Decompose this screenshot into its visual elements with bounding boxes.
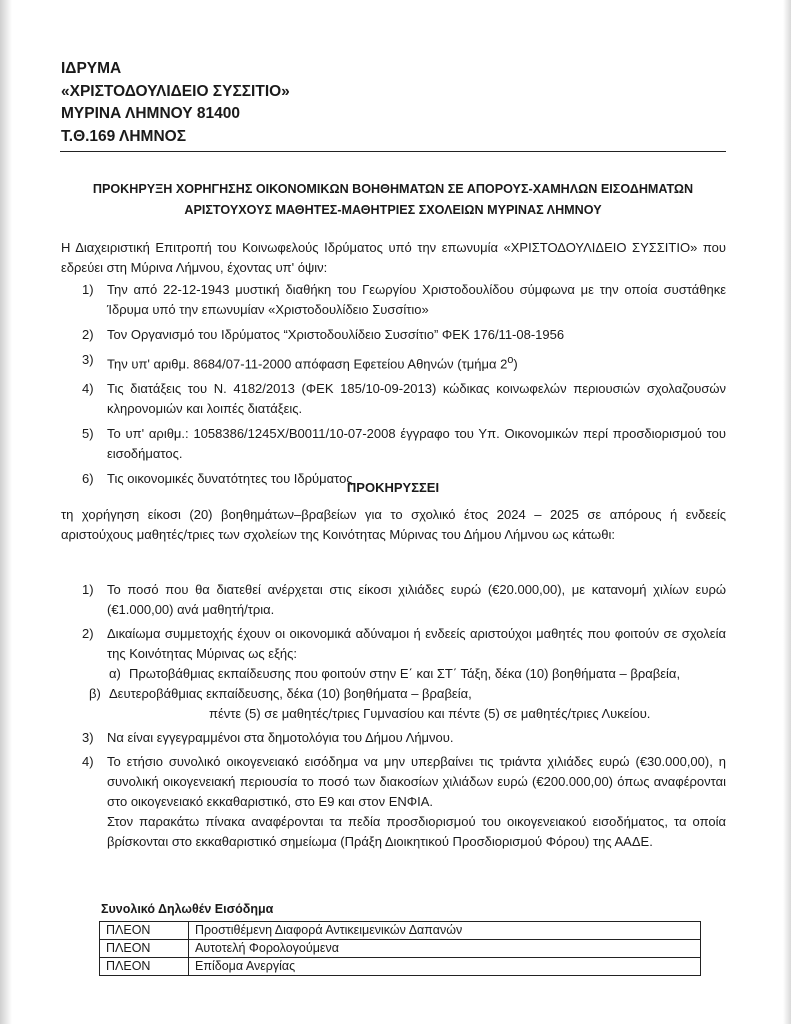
proclaims-heading: ΠΡΟΚΗΡΥΣΣΕΙ [346, 480, 440, 495]
org-city: ΜΥΡΙΝΑ ΛΗΜΝΟΥ 81400 [61, 105, 241, 122]
table-row [100, 958, 701, 976]
item-text: Τον Οργανισμό του Ιδρύματος “Χριστοδουλίδειο Συσσίτιο” ΦΕΚ 176/11-08-1956 [107, 327, 565, 342]
item-number: 2) [82, 327, 94, 342]
consideration-item [82, 325, 726, 345]
item-text: Το ποσό που θα διατεθεί ανέρχεται στις είκοσι χιλιάδες ευρώ (€20.000,00), με κατανομή χιλίων ευρώ (€1.000,00) ανά μαθητή/τρια. [107, 582, 726, 617]
table-cell-label: ΠΛΕΟΝ [100, 922, 189, 940]
scan-shadow-right [783, 0, 791, 1024]
item-number: 4) [82, 754, 94, 769]
header-divider [60, 151, 726, 152]
subitem-text: Δευτεροβάθμιας εκπαίδευσης, δέκα (10) βοηθήματα – βραβεία, [109, 686, 472, 701]
table-row [100, 940, 701, 958]
item-text-tail: ) [513, 356, 518, 372]
subitem-letter: α) [109, 666, 121, 681]
table-cell-value: Αυτοτελή Φορολογούμενα [189, 940, 701, 958]
item-text: Δικαίωμα συμμετοχής έχουν οι οικονομικά αδύναμοι ή ενδεείς αριστούχοι μαθητές που φοιτούν σε σχολεία της Κοινότητας Μύρινας ως εξής: [107, 626, 726, 661]
item-number: 1) [82, 282, 94, 297]
terms-list [82, 580, 726, 856]
table-cell-label: ΠΛΕΟΝ [100, 958, 189, 976]
income-table-title: Συνολικό Δηλωθέν Εισόδημα [101, 902, 274, 916]
considerations-list [82, 280, 726, 494]
term-item [82, 752, 726, 852]
term-item [82, 624, 726, 724]
item-number: 4) [82, 381, 94, 397]
item-text: Να είναι εγγεγραμμένοι στα δημοτολόγια του Δήμου Λήμνου. [107, 730, 454, 745]
item-note: Στον παρακάτω πίνακα αναφέρονται τα πεδία προσδιορισμού του οικογενειακού εισοδήματος, τα οποία βρίσκονται στο εκκαθαριστικό σημείωμα (Πράξη Διοικητικού Προσδιορισμού Φόρου) της ΑΑΔΕ. [107, 814, 726, 849]
table-cell-label: ΠΛΕΟΝ [100, 940, 189, 958]
subitem-secondary-detail: πέντε (5) σε μαθητές/τριες Γυμνασίου και πέντε (5) σε μαθητές/τριες Λυκείου. [209, 706, 651, 721]
consideration-item [82, 379, 726, 419]
item-text: Τις οικονομικές δυνατότητες του Ιδρύματος [107, 471, 353, 487]
subitem-letter: β) [89, 686, 101, 701]
org-name: «ΧΡΙΣΤΟΔΟΥΛΙΔΕΙΟ ΣΥΣΣΙΤΙΟ» [61, 82, 290, 100]
subitem-secondary [89, 684, 726, 704]
consideration-item [82, 280, 726, 320]
item-number: 3) [82, 352, 94, 367]
title-line-2: ΑΡΙΣΤΟΥΧΟΥΣ ΜΑΘΗΤΕΣ-ΜΑΘΗΤΡΙΕΣ ΣΧΟΛΕΙΩΝ ΜΥΡΙΝΑΣ ΛΗΜΝΟΥ [184, 203, 602, 217]
scan-shadow-left [0, 0, 12, 1024]
term-item [82, 728, 726, 748]
item-number: 5) [82, 426, 94, 442]
document-title [60, 179, 726, 221]
term-item [82, 580, 726, 620]
title-line-1: ΠΡΟΚΗΡΥΞΗ ΧΟΡΗΓΗΣΗΣ ΟΙΚΟΝΟΜΙΚΩΝ ΒΟΗΘΗΜΑΤΩΝ ΣΕ ΑΠΟΡΟΥΣ-ΧΑΜΗΛΩΝ ΕΙΣΟΔΗΜΑΤΩΝ [92, 182, 694, 196]
item-text: Την από 22-12-1943 μυστική διαθήκη του Γεωργίου Χριστοδουλίδου σύμφωνα με την οποία συστάθηκε Ίδρυμα υπό την επωνυμίαν «Χριστοδουλίδειο Συσσίτιο» [107, 282, 726, 317]
consideration-item [82, 350, 726, 374]
item-number: 3) [82, 730, 94, 745]
proclaims-paragraph: τη χορήγηση είκοσι (20) βοηθημάτων–βραβείων για το σχολικό έτος 2024 – 2025 σε απόρους ή ενδεείς αριστούχους μαθητές/τριες των σχολείων της Κοινότητας Μύρινας του Δήμου Λήμνου ως κάτωθι: [61, 507, 726, 542]
subitem-primary [109, 664, 726, 684]
income-table [99, 921, 701, 976]
table-row [100, 922, 701, 940]
table-cell-value: Επίδομα Ανεργίας [189, 958, 701, 976]
table-cell-value: Προστιθέμενη Διαφορά Αντικειμενικών Δαπανών [189, 922, 701, 940]
item-text: Το υπ' αριθμ.: 1058386/1245Χ/Β0011/10-07-2008 έγγραφο του Υπ. Οικονομικών περί προσδιορισμού του εισοδήματος. [107, 426, 726, 462]
org-po-box: Τ.Θ.169 ΛΗΜΝΟΣ [61, 127, 187, 145]
item-number: 1) [82, 582, 94, 597]
item-text: Την υπ' αριθμ. 8684/07-11-2000 απόφαση Εφετείου Αθηνών (τμήμα 2 [107, 356, 508, 372]
item-text: Τις διατάξεις του Ν. 4182/2013 (ΦΕΚ 185/10-09-2013) κώδικας κοινωφελών περιουσιών σχολαζουσών κληρονομιών και λοιπές διατάξεις. [107, 381, 726, 417]
org-type: ΙΔΡΥΜΑ [61, 60, 122, 77]
item-number: 2) [82, 626, 94, 641]
organization-header [61, 58, 290, 148]
consideration-item [82, 424, 726, 464]
subitem-text: Πρωτοβάθμιας εκπαίδευσης που φοιτούν στην Ε΄ και ΣΤ΄ Τάξη, δέκα (10) βοηθήματα – βραβεία, [129, 666, 681, 681]
item-number: 6) [82, 471, 94, 487]
intro-paragraph: Η Διαχειριστική Επιτροπή του Κοινωφελούς Ιδρύματος υπό την επωνυμία «ΧΡΙΣΤΟΔΟΥΛΙΔΕΙΟ ΣΥΣΣΙΤΙΟ» που εδρεύει στη Μύρινα Λήμνου, έχοντας υπ' όψιν: [61, 240, 726, 275]
ordinal-superscript: ο [507, 354, 514, 366]
item-text: Το ετήσιο συνολικό οικογενειακό εισόδημα να μην υπερβαίνει τις τριάντα χιλιάδες ευρώ (€30.000,00), η συνολική οικογενειακή περιουσία το ποσό των διακοσίων χιλιάδων ευρώ (€200.000,00) όπως αναφέρονται στο οικογενειακό εκκαθαριστικό, στο Ε9 και στον ΕΝΦΙΑ. [107, 754, 726, 809]
